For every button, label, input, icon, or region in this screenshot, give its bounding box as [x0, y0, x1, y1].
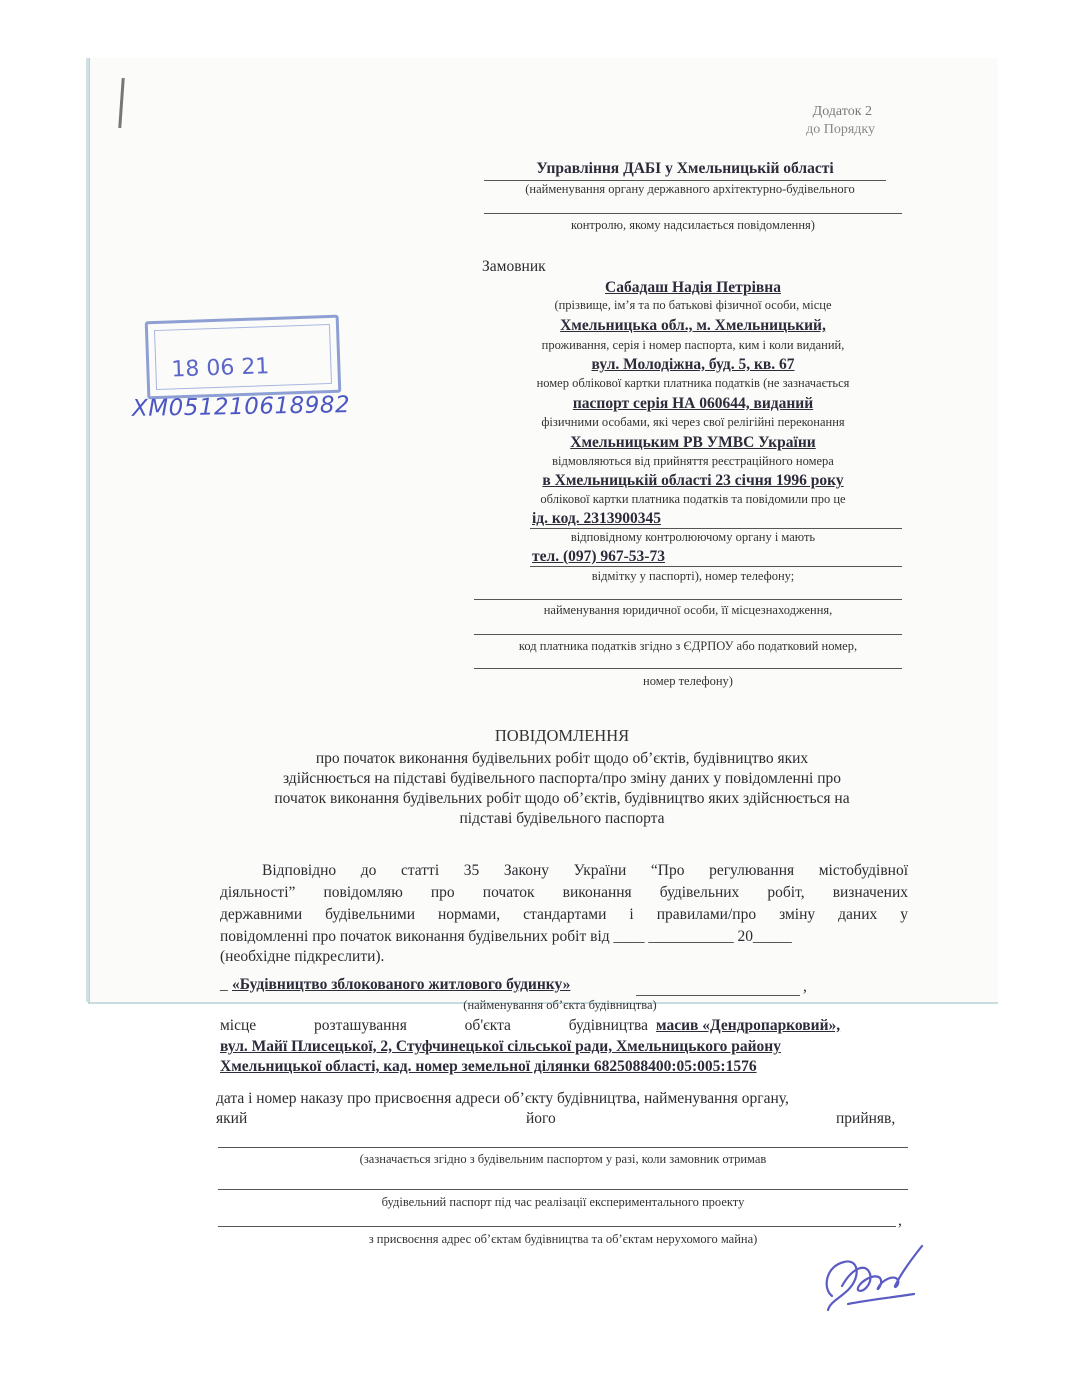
stamp-date: 18 06 21: [170, 354, 270, 383]
customer-issuer: Хмельницьким РВ УМВС України: [570, 434, 816, 451]
doc-subtitle-1: про початок виконання будівельних робіт щодо об’єктів, будівництво яких: [315, 750, 809, 767]
customer-caption-7: відповідному контролюючому органу і мають: [570, 530, 816, 544]
customer-caption-5: відмовляються від прийняття реєстраційного номера: [552, 454, 834, 468]
order-word-1: який: [216, 1110, 248, 1127]
customer-caption-1: (прізвище, ім’я та по батькові фізичної особи, місце: [554, 298, 832, 312]
object-caption: (найменування об’єкта будівництва): [463, 998, 657, 1012]
customer-passport: паспорт серія НА 060644, виданий: [572, 395, 814, 412]
body-line-5: (необхідне підкреслити).: [220, 948, 385, 965]
order-caption-2: будівельний паспорт під час реалізації експериментального проекту: [381, 1195, 745, 1209]
margin-line: [86, 58, 89, 1002]
object-name: «Будівництво зблокованого житлового будинку»: [232, 976, 571, 993]
legal-caption-3: номер телефону): [643, 674, 733, 688]
customer-street: вул. Молодіжна, буд. 5, кв. 67: [591, 356, 795, 373]
object-name-line: [636, 995, 800, 996]
tax-id-line: [530, 528, 902, 529]
doc-subtitle-2: здійснюється на підставі будівельного паспорта/про зміну даних у повідомленні про: [282, 770, 842, 787]
customer-phone: тел. (097) 967-53-73: [532, 548, 665, 565]
customer-issue-date: в Хмельницькій області 23 січня 1996 року: [542, 472, 844, 489]
customer-caption-2: проживання, серія і номер паспорта, ким і коли виданий,: [541, 338, 845, 352]
authority-line-2: [484, 213, 902, 214]
location-line-2: вул. Майї Плисецької, 2, Стуфчинецької сільської ради, Хмельницького району: [220, 1038, 781, 1055]
order-word-2: його: [526, 1110, 556, 1127]
customer-label: Замовник: [482, 258, 546, 275]
registration-stamp: [145, 315, 342, 400]
legal-caption-2: код платника податків згідно з ЄДРПОУ або податковий номер,: [518, 639, 858, 653]
order-caption-1: (зазначається згідно з будівельним паспортом у разі, коли замовник отримав: [359, 1152, 767, 1166]
legal-caption-1: найменування юридичної особи, її місцезнаходження,: [543, 603, 833, 617]
customer-caption-8: відмітку у паспорті), номер телефону;: [591, 569, 795, 583]
body-line-4: повідомленні про початок виконання будівельних робіт від ____ ___________ 20_____: [220, 928, 792, 945]
location-label: місце розташування об'єкта будівництва: [220, 1017, 648, 1034]
customer-city: Хмельницька обл., м. Хмельницький,: [560, 317, 826, 334]
legal-line-2: [474, 634, 902, 635]
body-line-3: державними будівельними нормами, стандартами і правилами/про зміну даних у: [220, 906, 908, 923]
body-line-2: діяльності” повідомляю про початок виконання будівельних робіт, визначених: [220, 884, 908, 901]
customer-caption-4: фізичними особами, які через свої релігійні переконання: [541, 415, 845, 429]
annex-line-1: Додаток 2: [812, 104, 872, 119]
signature: [818, 1238, 930, 1320]
legal-line-3: [474, 668, 902, 669]
authority-name: Управління ДАБІ у Хмельницькій області: [536, 160, 834, 177]
doc-title: ПОВІДОМЛЕННЯ: [494, 726, 630, 745]
customer-name: Сабадаш Надія Петрівна: [605, 279, 781, 296]
customer-caption-6: облікової картки платника податків та повідомили про це: [540, 492, 846, 506]
scan-top-strip: [0, 0, 1080, 58]
order-line-1: дата і номер наказу про присвоєння адреси об’єкту будівництва, найменування органу,: [216, 1090, 789, 1107]
order-line-blank-3: [218, 1226, 896, 1227]
phone-line: [530, 566, 902, 567]
authority-caption-1: (найменування органу державного архітектурно-будівельного: [525, 182, 855, 196]
authority-underline: [484, 180, 886, 181]
order-line-blank-2: [218, 1189, 908, 1190]
stamp-reg-number: ХМ051210618982: [131, 392, 351, 422]
annex-line-2: до Порядку: [806, 122, 875, 137]
customer-caption-3: номер облікової картки платника податків (не зазначається: [536, 376, 850, 390]
customer-tax-id: ід. код. 2313900345: [532, 510, 662, 527]
location-line-1: масив «Дендропарковий»,: [656, 1017, 841, 1034]
authority-caption-2: контролю, якому надсилається повідомлення): [571, 218, 815, 232]
location-line-3: Хмельницької області, кад. номер земельної ділянки 6825088400:05:005:1576: [220, 1058, 757, 1075]
legal-line-1: [474, 599, 902, 600]
order-caption-3: з присвоєння адрес об’єктам будівництва та об’єктам нерухомого майна): [368, 1232, 758, 1246]
order-word-3: прийняв,: [836, 1110, 896, 1127]
order-line-blank-1: [218, 1147, 908, 1148]
doc-subtitle-4: підставі будівельного паспорта: [459, 810, 665, 827]
doc-subtitle-3: початок виконання будівельних робіт щодо об’єктів, будівництво яких здійснюється на: [274, 790, 850, 807]
body-line-1: Відповідно до статті 35 Закону України “Про регулювання містобудівної: [262, 862, 908, 879]
